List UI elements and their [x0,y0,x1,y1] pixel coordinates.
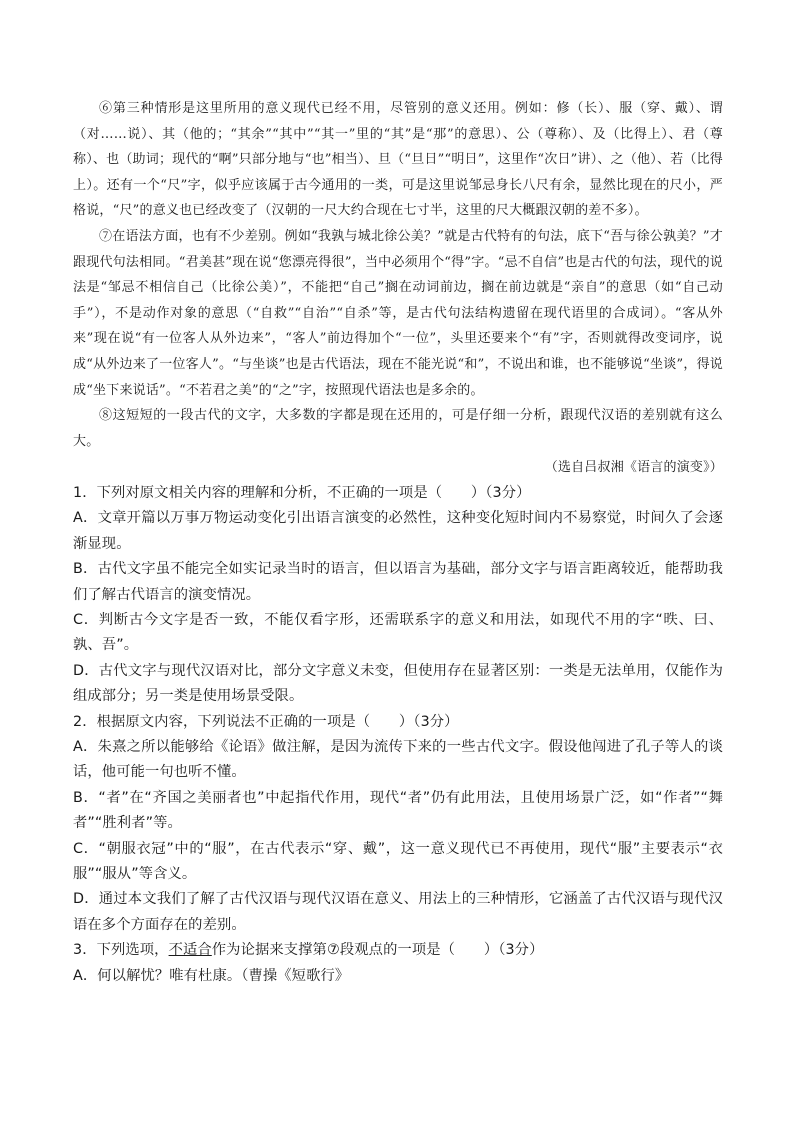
question-3-stem-suffix: 作为论据来支撑第⑦段观点的一项是（ ）（3分） [211,942,544,959]
question-1-option-d: D．古代文字与现代汉语对比，部分文字意义未变，但使用存在显著区别：一类是无法单用，仅能作为组成部分；另一类是使用场景受限。 [73,662,723,705]
question-1-option-a: A．文章开篇以万事万物运动变化引出语言演变的必然性，这种变化短时间内不易察觉，时间久了会逐渐显现。 [73,510,723,552]
question-2 [73,710,723,939]
question-3-option-a: A．何以解忧？唯有杜康。（曹操《短歌行》 [73,967,350,984]
question-2-stem: 2．根据原文内容，下列说法不正确的一项是（ ）（3分） [73,713,459,730]
question-1-option-b: B．古代文字虽不能完全如实记录当时的语言，但以语言为基础，部分文字与语言距离较近，能帮助我们了解古代语言的演变情况。 [73,561,723,603]
passage-paragraph-7: ⑦在语法方面，也有不少差别。例如“我孰与城北徐公美？”就是古代特有的句法，底下“吾与徐公孰美？”才跟现代句法相同。“君美甚”现在说“您漂亮得很”，当中必须用个“得”字。“忌不自信”也是古代的句法，现代的说法是“邹忌不相信自己（比徐公美）”，不能把“自己”搁在动词前边，搁在前边就是“亲自”的意思（如“自己动手”），不是动作对象的意思（“自救”“自治”“自杀”等，是古代句法结构遗留在现代语里的合成词）。“客从外来”现在说“有一位客人从外边来”，“客人”前边得加个“一位”，头里还要来个“有”字，否则就得改变词序，说成“从外边来了一位客人”。“与坐谈”也是古代语法，现在不能光说“和”，不说出和谁，也不能够说“坐谈”，得说成“坐下来说话”。“不若君之美”的“之”字，按照现代语法也是多余的。 [73,228,723,398]
page-content [73,96,723,989]
question-3-stem-emphasis: 不适合 [168,942,212,959]
question-3 [73,938,723,989]
question-2-option-c: C．“朝服衣冠”中的“服”，在古代表示“穿、戴”，这一意义现代已不再使用，现代“服”主要表示“衣服”“服从”等含义。 [73,840,723,882]
question-1 [73,481,723,710]
passage-paragraph-8: ⑧这短短的一段古代的文字，大多数的字都是现在还用的，可是仔细一分析，跟现代汉语的差别就有这么大。 [73,408,723,449]
passage-paragraph-6: ⑥第三种情形是这里所用的意义现代已经不用，尽管别的意义还用。例如：修（长）、服（穿、戴）、谓（对……说）、其（他的；“其余”“其中”“其一”里的“其”是“那”的意思）、公（尊称）、及（比得上）、君（尊称）、也（助词；现代的“啊”只部分地与“也”相当）、旦（“旦日”“明日”，这里作“次日”讲）、之（他）、若（比得上）。还有一个“尺”字，似乎应该属于古今通用的一类，可是这里说邹忌身长八尺有余，显然比现在的尺小，严格说，“尺”的意义也已经改变了（汉朝的一尺大约合现在七寸半，这里的尺大概跟汉朝的差不多）。 [73,101,723,219]
question-3-stem-prefix: 3．下列选项， [73,942,169,959]
question-3-stem [73,938,723,963]
question-2-option-a: A．朱熹之所以能够给《论语》做注解，是因为流传下来的一些古代文字。假设他闯进了孔子等人的谈话，他可能一句也听不懂。 [73,738,723,781]
question-2-option-b: B．“者”在“齐国之美丽者也”中起指代作用，现代“者”仍有此用法，且使用场景广泛，如“作者”“舞者”“胜利者”等。 [73,789,723,832]
question-2-option-d: D．通过本文我们了解了古代汉语与现代汉语在意义、用法上的三种情形，它涵盖了古代汉语与现代汉语在多个方面存在的差别。 [73,891,723,933]
passage-source: （选自吕叔湘《语言的演变》） [544,460,723,476]
question-1-stem: 1．下列对原文相关内容的理解和分析，不正确的一项是（ ）（3分） [73,484,531,501]
question-1-option-c: C．判断古今文字是否一致，不能仅看字形，还需联系字的意义和用法，如现代不用的字“昳、曰、孰、吾”。 [73,611,723,654]
